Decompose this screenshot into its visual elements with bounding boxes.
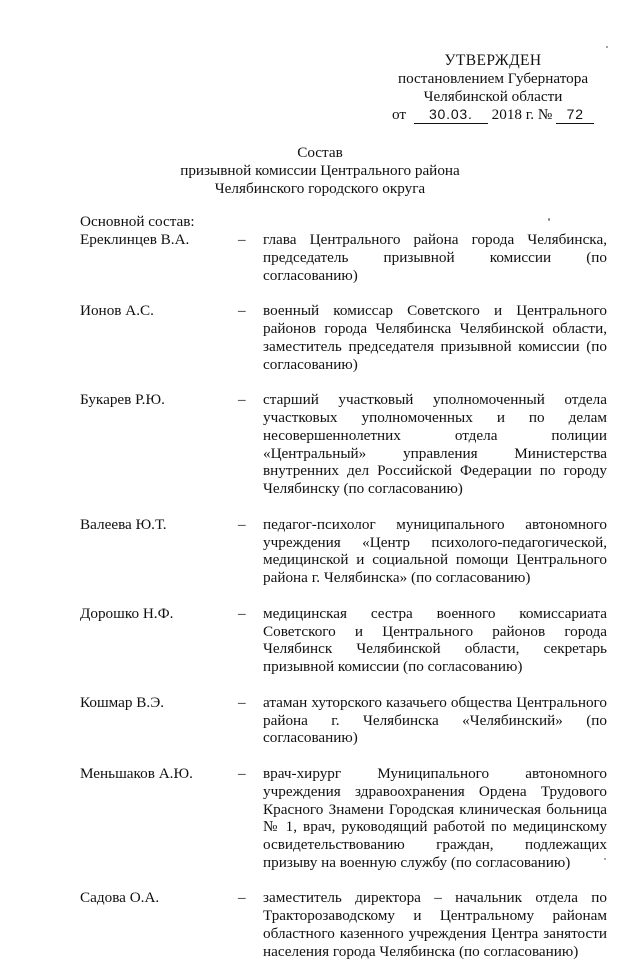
member-row bbox=[80, 694, 607, 747]
member-dash: – bbox=[238, 515, 246, 533]
member-row bbox=[80, 889, 607, 960]
member-description: старший участковый уполномоченный отдела участковых уполномоченных и по делам несовершеннолетних отдела полиции «Центральный» управления Министерства внутренних дел Российской Федерации по городу Челябинску (по согласованию) bbox=[263, 391, 607, 498]
member-dash: – bbox=[238, 391, 246, 409]
scan-speck bbox=[548, 218, 550, 221]
approval-block bbox=[386, 52, 600, 105]
member-description: заместитель директора – начальник отдела по Тракторозаводскому и Центральному районам областного казенного учреждения Центра занятости населения города Челябинска (по согласованию) bbox=[263, 889, 607, 960]
approval-title: УТВЕРЖДЕН bbox=[444, 52, 542, 69]
member-row bbox=[80, 765, 607, 872]
member-row bbox=[80, 605, 607, 676]
member-description: медицинская сестра военного комиссариата Советского и Центрального районов города Челябинск Челябинской области, секретарь призывной комиссии (по согласованию) bbox=[263, 604, 607, 676]
approval-date-row bbox=[392, 106, 594, 124]
member-name: Кошмар В.Э. bbox=[80, 693, 165, 711]
member-dash: – bbox=[238, 302, 246, 320]
heading-line-1: Состав bbox=[297, 144, 343, 161]
members-list bbox=[80, 231, 607, 961]
date-value: 30.03. bbox=[414, 106, 488, 124]
member-description: атаман хуторского казачьего общества Центрального района г. Челябинска «Челябинский» (по согласованию) bbox=[263, 693, 607, 747]
document-heading bbox=[150, 144, 490, 197]
approval-line-1: постановлением Губернатора bbox=[397, 69, 589, 87]
member-name: Букарев Р.Ю. bbox=[80, 391, 165, 409]
member-name: Валеева Ю.Т. bbox=[80, 515, 167, 533]
member-description: военный комиссар Советского и Центрального районов города Челябинска Челябинской области, заместитель председателя призывной комиссии (по согласованию) bbox=[263, 302, 607, 373]
member-name: Ереклинцев В.А. bbox=[80, 231, 190, 248]
member-description: педагог-психолог муниципального автономного учреждения «Центр психолого-педагогической, медицинской и социальной помощи Центрального района г. Челябинска» (по согласованию) bbox=[263, 515, 607, 587]
date-prefix: от bbox=[392, 106, 407, 123]
member-dash: – bbox=[238, 764, 246, 782]
decree-number: 72 bbox=[556, 106, 594, 124]
member-description: врач-хирург Муниципального автономного учреждения здравоохранения Ордена Трудового Красного Знамени Городская клиническая больница № 1, врач, руководящий работой по медицинскому освидетельствованию граждан, подлежащих призыву на военную службу (по согласованию) bbox=[263, 764, 607, 871]
heading-line-2: призывной комиссии Центрального района bbox=[180, 161, 460, 179]
member-dash: – bbox=[238, 889, 246, 907]
member-row bbox=[80, 391, 607, 498]
section-label: Основной состав: bbox=[80, 213, 195, 230]
member-dash: – bbox=[238, 693, 246, 711]
scan-speck bbox=[604, 858, 606, 860]
scan-speck bbox=[606, 46, 608, 48]
member-dash: – bbox=[238, 231, 246, 248]
member-name: Садова О.А. bbox=[80, 889, 160, 907]
member-dash: – bbox=[238, 604, 246, 622]
member-row bbox=[80, 516, 607, 587]
member-description: глава Центрального района города Челябинска, председатель призывной комиссии (по согласованию) bbox=[263, 231, 607, 284]
heading-line-3: Челябинского городского округа bbox=[214, 179, 426, 197]
member-name: Дорошко Н.Ф. bbox=[80, 604, 174, 622]
member-name: Меньшаков А.Ю. bbox=[80, 764, 193, 782]
member-name: Ионов А.С. bbox=[80, 302, 154, 320]
date-suffix: 2018 г. № bbox=[491, 106, 553, 123]
approval-line-2: Челябинской области bbox=[423, 87, 563, 105]
member-row bbox=[80, 302, 607, 373]
member-row bbox=[80, 231, 607, 284]
